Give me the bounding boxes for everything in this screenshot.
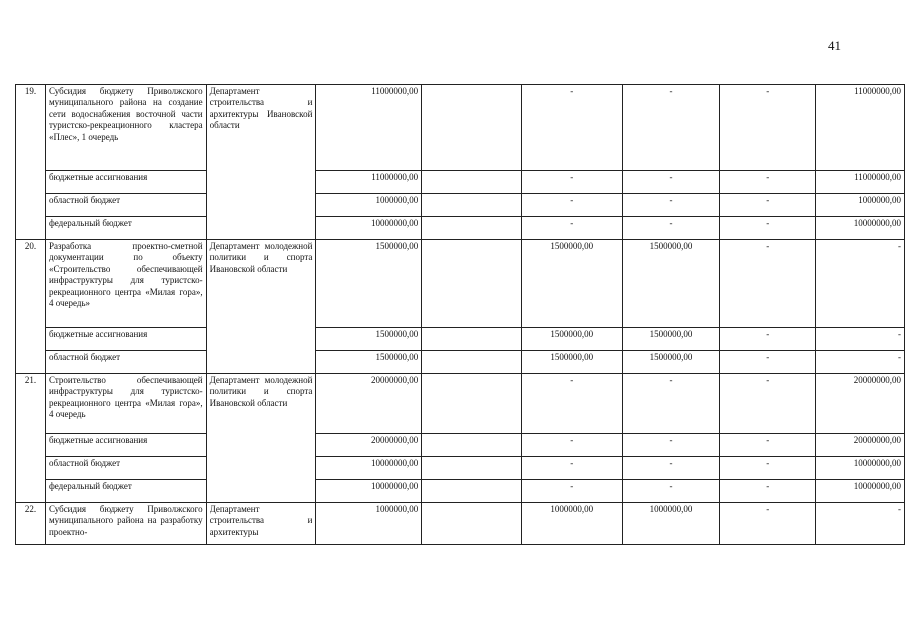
- funding-source-label: областной бюджет: [45, 457, 206, 480]
- amount-cell: 1500000,00: [622, 351, 720, 374]
- amount-cell: -: [720, 434, 816, 457]
- amount-cell: [422, 85, 522, 171]
- amount-cell: [422, 171, 522, 194]
- table-row: [16, 217, 905, 240]
- row-number: 21.: [16, 374, 46, 503]
- amount-cell: [422, 480, 522, 503]
- amount-cell: 11000000,00: [316, 171, 422, 194]
- amount-cell: -: [622, 217, 720, 240]
- funding-source-label: федеральный бюджет: [45, 217, 206, 240]
- amount-cell: 10000000,00: [816, 217, 905, 240]
- amount-cell: [422, 240, 522, 328]
- amount-cell: -: [622, 171, 720, 194]
- amount-cell: 1500000,00: [521, 351, 622, 374]
- table-row: [16, 351, 905, 374]
- table-row: [16, 194, 905, 217]
- amount-cell: 1500000,00: [521, 328, 622, 351]
- amount-cell: [422, 217, 522, 240]
- amount-cell: -: [816, 503, 905, 545]
- amount-cell: 11000000,00: [816, 85, 905, 171]
- amount-cell: [422, 194, 522, 217]
- amount-cell: 10000000,00: [316, 480, 422, 503]
- executor-cell: Департамент молодежной политики и спорта Ивановской области: [206, 374, 316, 503]
- amount-cell: [422, 351, 522, 374]
- amount-cell: 11000000,00: [816, 171, 905, 194]
- amount-cell: -: [521, 434, 622, 457]
- amount-cell: -: [622, 85, 720, 171]
- table-row: [16, 85, 905, 171]
- amount-cell: -: [720, 194, 816, 217]
- amount-cell: -: [720, 351, 816, 374]
- executor-cell: Департамент молодежной политики и спорта Ивановской области: [206, 240, 316, 374]
- table-row: [16, 328, 905, 351]
- measure-name: Субсидия бюджету Приволжского муниципального района на создание сети водоснабжения восточной части туристско-рекреационного кластера «Плес», 1 очередь: [45, 85, 206, 171]
- amount-cell: -: [720, 85, 816, 171]
- amount-cell: 1500000,00: [316, 240, 422, 328]
- amount-cell: 10000000,00: [316, 217, 422, 240]
- amount-cell: 1000000,00: [316, 503, 422, 545]
- table-row: [16, 480, 905, 503]
- amount-cell: 1500000,00: [316, 328, 422, 351]
- table-row: [16, 503, 905, 545]
- amount-cell: 1000000,00: [622, 503, 720, 545]
- funding-source-label: федеральный бюджет: [45, 480, 206, 503]
- amount-cell: 1500000,00: [316, 351, 422, 374]
- amount-cell: 1000000,00: [521, 503, 622, 545]
- budget-table: [15, 84, 905, 545]
- amount-cell: -: [816, 351, 905, 374]
- measure-name: Разработка проектно-сметной документации по объекту «Строительство обеспечивающей инфраструктуры для туристско-рекреационного центра «Милая гора», 4 очередь»: [45, 240, 206, 328]
- page-number: 41: [828, 38, 841, 53]
- amount-cell: -: [521, 171, 622, 194]
- amount-cell: -: [720, 240, 816, 328]
- amount-cell: 1500000,00: [622, 328, 720, 351]
- executor-cell: Департамент строительства и архитектуры: [206, 503, 316, 545]
- row-number: 22.: [16, 503, 46, 545]
- funding-source-label: бюджетные ассигнования: [45, 434, 206, 457]
- table-row: [16, 434, 905, 457]
- amount-cell: -: [622, 194, 720, 217]
- table-row: [16, 374, 905, 434]
- amount-cell: 10000000,00: [816, 457, 905, 480]
- amount-cell: 20000000,00: [316, 434, 422, 457]
- amount-cell: 20000000,00: [316, 374, 422, 434]
- amount-cell: -: [720, 503, 816, 545]
- amount-cell: 20000000,00: [816, 374, 905, 434]
- amount-cell: -: [521, 194, 622, 217]
- amount-cell: -: [622, 480, 720, 503]
- amount-cell: 1500000,00: [622, 240, 720, 328]
- executor-cell: Департамент строительства и архитектуры Ивановской области: [206, 85, 316, 240]
- amount-cell: -: [720, 480, 816, 503]
- amount-cell: -: [720, 171, 816, 194]
- amount-cell: 1000000,00: [316, 194, 422, 217]
- measure-name: Строительство обеспечивающей инфраструктуры для туристско-рекреационного центра «Милая гора», 4 очередь: [45, 374, 206, 434]
- amount-cell: -: [521, 374, 622, 434]
- amount-cell: [422, 434, 522, 457]
- amount-cell: -: [521, 217, 622, 240]
- amount-cell: -: [622, 434, 720, 457]
- funding-source-label: бюджетные ассигнования: [45, 171, 206, 194]
- amount-cell: -: [816, 328, 905, 351]
- funding-source-label: областной бюджет: [45, 194, 206, 217]
- amount-cell: -: [521, 457, 622, 480]
- amount-cell: 20000000,00: [816, 434, 905, 457]
- funding-source-label: областной бюджет: [45, 351, 206, 374]
- amount-cell: [422, 503, 522, 545]
- amount-cell: -: [622, 457, 720, 480]
- amount-cell: -: [622, 374, 720, 434]
- amount-cell: -: [816, 240, 905, 328]
- table-row: [16, 457, 905, 480]
- amount-cell: 1000000,00: [816, 194, 905, 217]
- amount-cell: 10000000,00: [816, 480, 905, 503]
- amount-cell: -: [720, 457, 816, 480]
- amount-cell: -: [720, 328, 816, 351]
- table-row: [16, 171, 905, 194]
- amount-cell: -: [720, 217, 816, 240]
- amount-cell: [422, 457, 522, 480]
- row-number: 19.: [16, 85, 46, 240]
- amount-cell: -: [521, 480, 622, 503]
- measure-name: Субсидия бюджету Приволжского муниципального района на разработку проектно-: [45, 503, 206, 545]
- amount-cell: -: [521, 85, 622, 171]
- funding-source-label: бюджетные ассигнования: [45, 328, 206, 351]
- amount-cell: [422, 374, 522, 434]
- amount-cell: [422, 328, 522, 351]
- amount-cell: 1500000,00: [521, 240, 622, 328]
- row-number: 20.: [16, 240, 46, 374]
- amount-cell: -: [720, 374, 816, 434]
- amount-cell: 10000000,00: [316, 457, 422, 480]
- table-row: [16, 240, 905, 328]
- amount-cell: 11000000,00: [316, 85, 422, 171]
